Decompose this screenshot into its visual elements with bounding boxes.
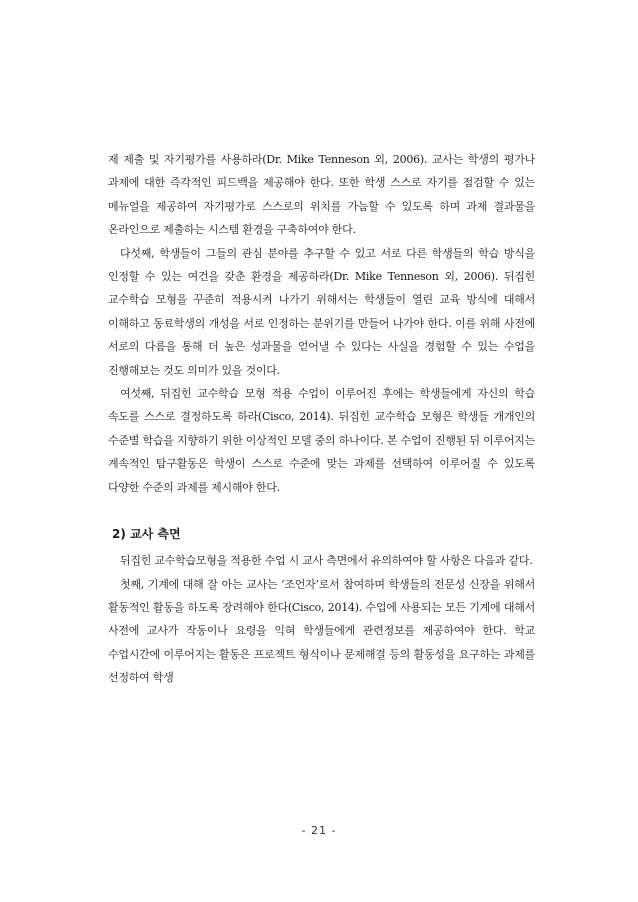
paragraph-fifth-point: 다섯째, 학생들이 그들의 관심 분야를 추구할 수 있고 서로 다른 학생들의 학습 방식을 인정할 수 있는 여건을 갖춘 환경을 제공하라(Dr. Mike Tenneson 외, 2006). 뒤집힌 교수학습 모형을 꾸준히 적용시켜 나가기 위해서는 학생들이 열린 교육 방식에 대해서 이해하고 동료학생의 개성을 서로 인정하는 분위기를 만들어 나가야 한다. 이를 위해 사전에 서로의 다름을 통해 더 높은 성과물을 얻어낼 수 있다는 사실을 경험할 수 있는 수업을 진행해보는 것도 의미가 있을 것이다.	[108, 246, 535, 377]
paragraph-self-assessment: 제 제출 및 자기평가를 사용하라(Dr. Mike Tenneson 외, 2006). 교사는 학생의 평가나 과제에 대한 즉각적인 피드백을 제공해야 한다. 또한 학생 스스로 자기를 점검할 수 있는 메뉴얼을 제공하여 자기평가로 스스로의 위치를 가늠할 수 있도록 하며 과제 결과물을 온라인으로 제출하는 시스템 환경을 구축하여야 한다.	[108, 153, 535, 237]
paragraph-first-point: 첫째, 기계에 대해 잘 아는 교사는 ‘조언자’로서 참여하며 학생들의 전문성 신장을 위해서 활동적인 활동을 하도록 장려해야 한다(Cisco, 2014). 수업에 사용되는 모든 기계에 대해서 사전에 교사가 작동이나 요령을 익혀 학생들에게 관련정보를 제공하여야 한다. 학교 수업시간에 이루어지는 활동은 프로젝트 형식이나 문제해결 등의 활동성을 요구하는 과제를 선정하여 학생	[108, 577, 535, 685]
paragraph-teacher-intro: 뒤집힌 교수학습모형을 적용한 수업 시 교사 측면에서 유의하여야 할 사항은 다음과 같다.	[120, 554, 533, 568]
page-number: - 21 -	[301, 824, 337, 837]
paragraph-sixth-point: 여섯째, 뒤집힌 교수학습 모형 적용 수업이 이루어진 후에는 학생들에게 자신의 학습 속도를 스스로 결정하도록 하라(Cisco, 2014). 뒤집힌 교수학습 모형은 학생들 개개인의 수준별 학습을 지향하기 위한 이상적인 모델 중의 하나이다. 본 수업이 진행된 뒤 이루어지는 계속적인 탐구활동은 학생이 스스로 수준에 맞는 과제를 선택하여 이루어질 수 있도록 다양한 수준의 과제를 제시해야 한다.	[108, 387, 535, 494]
section-heading-teacher-aspect: 2) 교사 측면	[112, 527, 181, 542]
document-body	[108, 148, 535, 690]
